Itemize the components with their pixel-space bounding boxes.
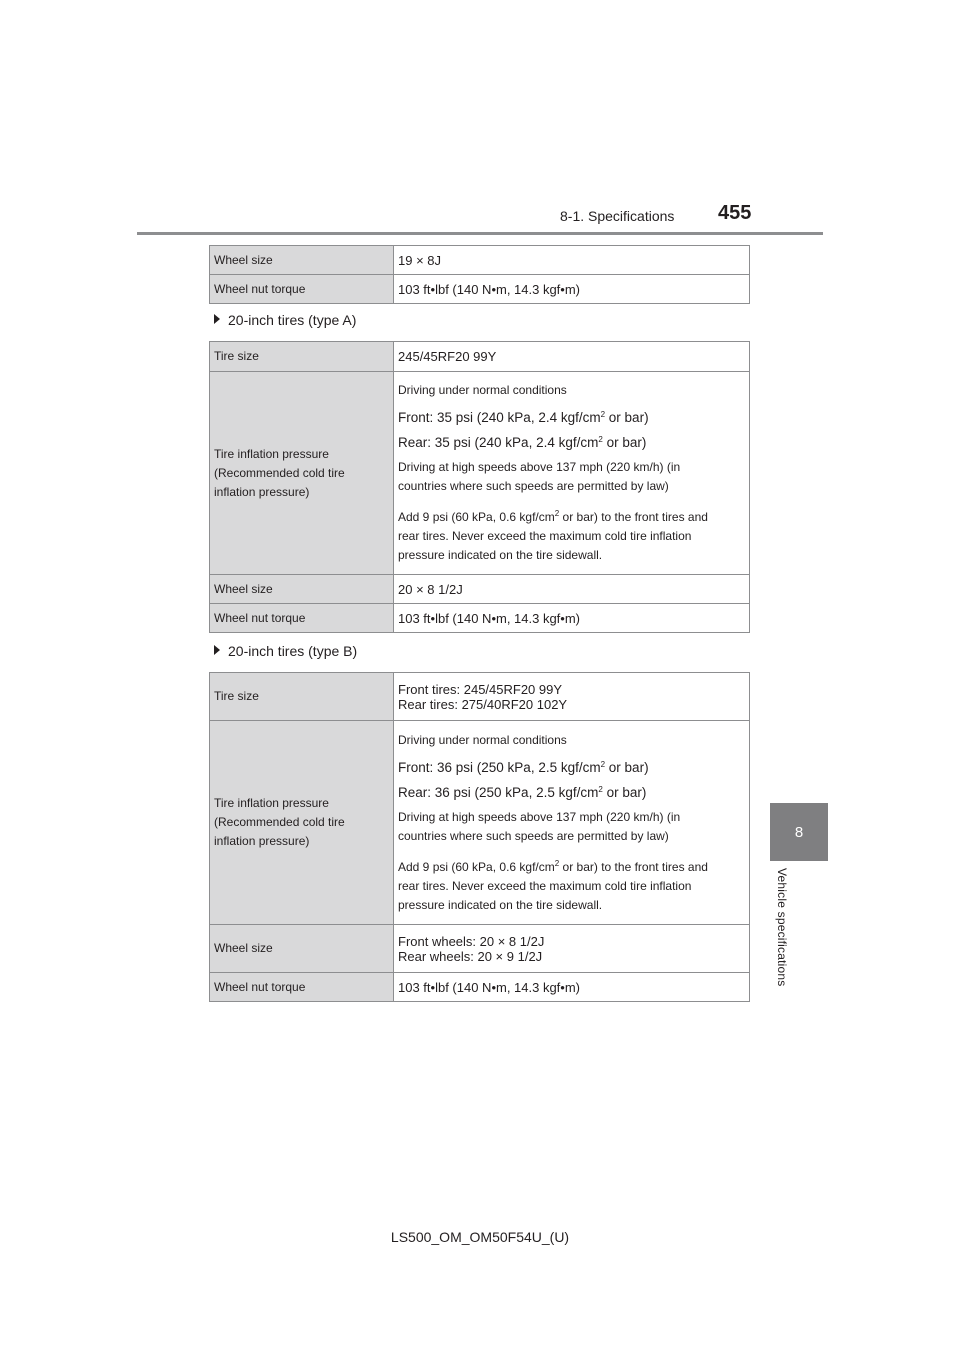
wheel-size-label: Wheel size (210, 925, 394, 973)
pressure-label-line: (Recommended cold tire (214, 465, 345, 480)
tire-size-value: 245/45RF20 99Y (394, 342, 750, 372)
wheel-nut-torque-value: 103 ft•lbf (140 N•m, 14.3 kgf•m) (394, 973, 750, 1002)
tire-pressure-label (210, 721, 394, 925)
chapter-number: 8 (794, 823, 804, 841)
add-pressure-line: rear tires. Never exceed the maximum cold tire inflation (398, 878, 692, 893)
chapter-title-vertical (771, 868, 791, 1008)
normal-conditions-heading: Driving under normal conditions (398, 732, 567, 747)
tire-size-label: Tire size (210, 342, 394, 372)
page-number: 455 (718, 202, 752, 224)
pressure-label-line: (Recommended cold tire (214, 815, 345, 829)
rear-pressure: Rear: 36 psi (250 kPa, 2.5 kgf/$cm^2$ or bar) (398, 784, 647, 800)
table-row (210, 604, 750, 633)
rear-pressure: Rear: 35 psi (240 kPa, 2.4 kgf/$cm^2$ or bar) (398, 435, 647, 450)
add-pressure-line: pressure indicated on the tire sidewall. (398, 897, 603, 912)
wheel-size-label: Wheel size (210, 246, 394, 275)
front-wheel-size: Front wheels: 20 × 8 1/2J (398, 933, 545, 949)
type-b-heading-text: 20-inch tires (type B) (228, 643, 358, 659)
front-pressure: Front: 35 psi (240 kPa, 2.4 kgf/$cm^2$ or bar) (398, 410, 649, 425)
pressure-label-line: inflation pressure) (214, 834, 310, 848)
type-b-spec-table (209, 672, 750, 1002)
table-row (210, 372, 750, 575)
type-a-heading (214, 312, 356, 328)
rear-wheel-size: Rear wheels: 20 × 9 1/2J (398, 948, 543, 964)
wheel-spec-table-top (209, 245, 750, 304)
wheel-size-value: 20 × 8 1/2J (394, 575, 750, 604)
header-divider (137, 232, 823, 235)
add-pressure-line: Add 9 psi (60 kPa, 0.6 kgf/$cm^2$ or bar) to the front tires and (398, 509, 708, 524)
table-row (210, 721, 750, 925)
wheel-nut-torque-label: Wheel nut torque (210, 973, 394, 1002)
pressure-label-line: inflation pressure) (214, 484, 310, 499)
high-speed-line: Driving at high speeds above 137 mph (220 km/h) (in (398, 809, 681, 824)
type-a-heading-text: 20-inch tires (type A) (228, 312, 357, 328)
wheel-size-label: Wheel size (210, 575, 394, 604)
chapter-title: Vehicle specifications (775, 868, 789, 987)
type-a-spec-table (209, 341, 750, 633)
section-title: 8-1. Specifications (560, 208, 675, 224)
add-pressure-line: pressure indicated on the tire sidewall. (398, 548, 603, 562)
chapter-tab (770, 803, 828, 861)
document-code: LS500_OM_OM50F54U_(U) (390, 1229, 570, 1245)
add-pressure-line: rear tires. Never exceed the maximum cold tire inflation (398, 529, 692, 543)
table-row (210, 246, 750, 275)
tire-pressure-value (394, 721, 750, 925)
front-tire-size: Front tires: 245/45RF20 99Y (398, 681, 563, 697)
table-row (210, 575, 750, 604)
triangle-bullet-icon (214, 645, 220, 655)
high-speed-line: countries where such speeds are permitted by law) (398, 479, 669, 493)
normal-conditions-heading: Driving under normal conditions (398, 383, 567, 397)
pressure-label-line: Tire inflation pressure (214, 796, 329, 810)
table-row (210, 673, 750, 721)
pressure-label-line: Tire inflation pressure (214, 446, 329, 461)
wheel-size-value: 19 × 8J (394, 246, 750, 275)
triangle-bullet-icon (214, 314, 220, 324)
tire-size-value (394, 673, 750, 721)
add-pressure-line: Add 9 psi (60 kPa, 0.6 kgf/$cm^2$ or bar) to the front tires and (398, 858, 708, 874)
wheel-nut-torque-label: Wheel nut torque (210, 275, 394, 304)
wheel-nut-torque-value: 103 ft•lbf (140 N•m, 14.3 kgf•m) (394, 604, 750, 633)
type-b-heading (214, 643, 357, 659)
tire-pressure-value (394, 372, 750, 575)
tire-pressure-label (210, 372, 394, 575)
tire-size-label: Tire size (210, 673, 394, 721)
table-row (210, 275, 750, 304)
high-speed-line: Driving at high speeds above 137 mph (220 km/h) (in (398, 460, 681, 474)
table-row (210, 342, 750, 372)
wheel-size-value (394, 925, 750, 973)
wheel-nut-torque-value: 103 ft•lbf (140 N•m, 14.3 kgf•m) (394, 275, 750, 304)
wheel-nut-torque-label: Wheel nut torque (210, 604, 394, 633)
front-pressure: Front: 36 psi (250 kPa, 2.5 kgf/$cm^2$ or bar) (398, 759, 649, 775)
rear-tire-size: Rear tires: 275/40RF20 102Y (398, 696, 568, 712)
table-row (210, 925, 750, 973)
high-speed-line: countries where such speeds are permitted by law) (398, 828, 669, 843)
table-row (210, 973, 750, 1002)
